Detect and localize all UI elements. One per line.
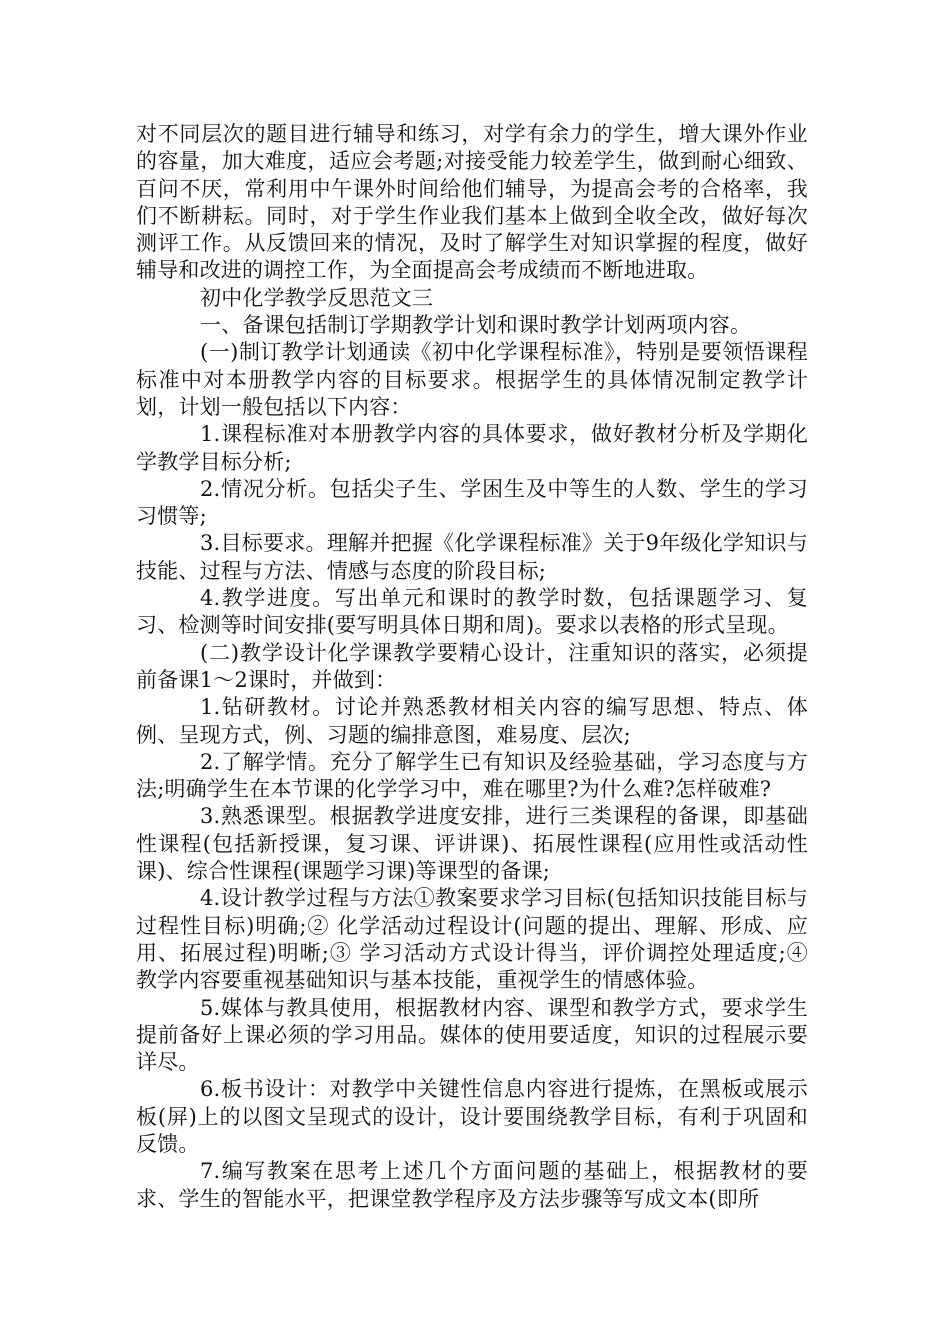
document-body (136, 121, 808, 1213)
paragraph: 2.了解学情。充分了解学生已有知识及经验基础，学习态度与方法;明确学生在本节课的化学学习中，难在哪里?为什么难?怎样破难? (136, 749, 808, 802)
paragraph: 4.设计教学过程与方法①教案要求学习目标(包括知识技能目标与过程性目标)明确;② 化学活动过程设计(问题的提出、理解、形成、应用、拓展过程)明晰;③ 学习活动方式设计得当，评价调控处理适度;④ 教学内容要重视基础知识与基本技能，重视学生的情感体验。 (136, 886, 808, 993)
paragraph: 6.板书设计：对教学中关键性信息内容进行提炼，在黑板或展示板(屏)上的以图文呈现式的设计，设计要围绕教学目标，有利于巩固和反馈。 (136, 1077, 808, 1156)
paragraph: (一)制订教学计划通读《初中化学课程标准》，特别是要领悟课程标准中对本册教学内容的目标要求。根据学生的具体情况制定教学计划，计划一般包括以下内容： (136, 340, 808, 419)
paragraph: 3.目标要求。理解并把握《化学课程标准》关于9年级化学知识与技能、过程与方法、情感与态度的阶段目标; (136, 531, 808, 583)
paragraph: 3.熟悉课型。根据教学进度安排，进行三类课程的备课，即基础性课程(包括新授课，复习课、评讲课)、拓展性课程(应用性或活动性课)、综合性课程(课题学习课)等课型的备课; (136, 804, 808, 884)
paragraph: 5.媒体与教具使用，根据教材内容、课型和教学方式，要求学生提前备好上课必须的学习用品。媒体的使用要适度，知识的过程展示要详尽。 (136, 995, 808, 1075)
paragraph: 1.课程标准对本册教学内容的具体要求，做好教材分析及学期化学教学目标分析; (136, 422, 808, 474)
paragraph: 1.钻研教材。讨论并熟悉教材相关内容的编写思想、特点、体例、呈现方式，例、习题的编排意图，难易度、层次; (136, 695, 808, 747)
paragraph: (二)教学设计化学课教学要精心设计，注重知识的落实，必须提前备课1～2课时，并做到： (136, 640, 808, 692)
paragraph: 一、备课包括制订学期教学计划和课时教学计划两项内容。 (200, 313, 752, 338)
section-heading: 初中化学教学反思范文三 (200, 285, 434, 310)
paragraph: 2.情况分析。包括尖子生、学困生及中等生的人数、学生的学习习惯等; (136, 476, 808, 529)
paragraph-continuation: 对不同层次的题目进行辅导和练习，对学有余力的学生，增大课外作业的容量，加大难度，适应会考题;对接受能力较差学生，做到耐心细致、百问不厌，常利用中午课外时间给他们辅导，为提高会考的合格率，我们不断耕耘。同时，对于学生作业我们基本上做到全收全改，做好每次测评工作。从反馈回来的情况，及时了解学生对知识掌握的程度，做好辅导和改进的调控工作，为全面提高会考成绩而不断地进取。 (136, 122, 808, 283)
paragraph: 4.教学进度。写出单元和课时的教学时数，包括课题学习、复习、检测等时间安排(要写明具体日期和周)。要求以表格的形式呈现。 (136, 586, 808, 638)
paragraph: 7.编写教案在思考上述几个方面问题的基础上，根据教材的要求、学生的智能水平，把课堂教学程序及方法步骤等写成文本(即所 (136, 1159, 808, 1211)
